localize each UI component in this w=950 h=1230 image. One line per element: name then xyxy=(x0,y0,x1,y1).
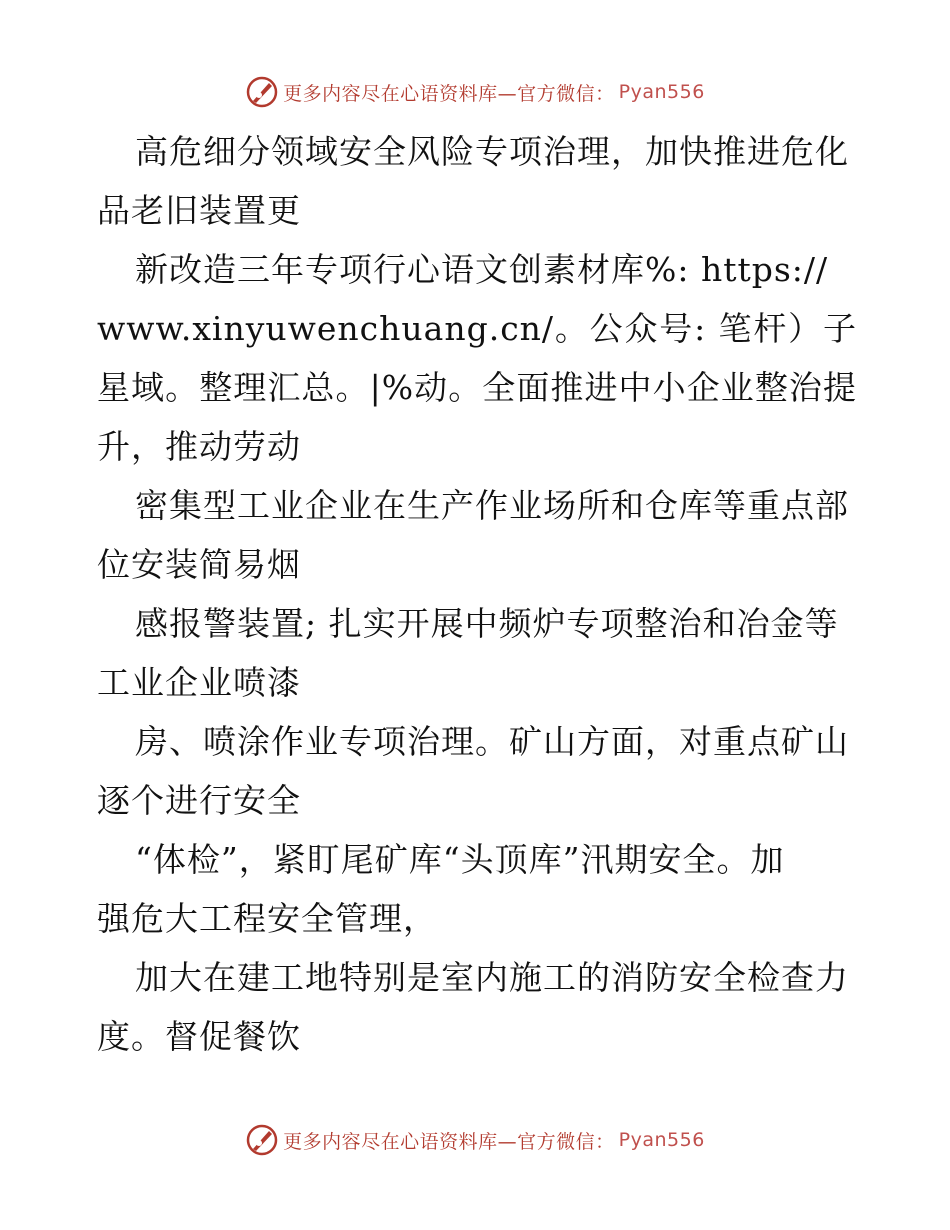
paragraph-rest: 位安装简易烟 xyxy=(97,545,301,584)
paragraph-rest: 度。督促餐饮 xyxy=(97,1017,301,1056)
header-wechat-id: Pyan556 xyxy=(618,81,705,103)
paragraph-rest: www.xinyuwenchuang.cn/。公众号: 笔杆）子星域。整理汇总。|%动。全面推进中小企业整治提升，推动劳动 xyxy=(97,309,857,466)
footer-wechat-id: Pyan556 xyxy=(618,1129,705,1151)
paragraph-first-line: 密集型工业企业在生产作业场所和仓库等重点部 xyxy=(135,486,849,525)
paragraph xyxy=(97,476,857,594)
paragraph-first-line: 新改造三年专项行心语文创素材库%: https:// xyxy=(135,250,829,289)
quill-pen-logo-icon xyxy=(245,75,279,109)
paragraph-first-line: 高危细分领域安全风险专项治理，加快推进危化 xyxy=(135,132,849,171)
header-banner-text: 更多内容尽在心语资料库—官方微信： xyxy=(283,82,615,105)
document-body xyxy=(97,122,857,1066)
paragraph-first-line: 加大在建工地特别是室内施工的消防安全检查力 xyxy=(135,958,849,997)
paragraph-first-line: 房、喷涂作业专项治理。矿山方面，对重点矿山 xyxy=(135,722,849,761)
paragraph xyxy=(97,240,857,476)
paragraph-rest: 品老旧装置更 xyxy=(97,191,301,230)
paragraph xyxy=(97,948,857,1066)
paragraph xyxy=(97,122,857,240)
paragraph xyxy=(97,712,857,830)
paragraph-rest: 工业企业喷漆 xyxy=(97,663,301,702)
paragraph-rest: 逐个进行安全 xyxy=(97,781,301,820)
footer-banner xyxy=(0,1120,950,1160)
paragraph-rest: 强危大工程安全管理， xyxy=(97,899,437,938)
paragraph xyxy=(97,830,857,948)
paragraph-first-line: 感报警装置; 扎实开展中频炉专项整治和冶金等 xyxy=(135,604,839,643)
footer-banner-text: 更多内容尽在心语资料库—官方微信： xyxy=(283,1130,615,1153)
quill-pen-logo-icon xyxy=(245,1123,279,1157)
paragraph-first-line: “体检”，紧盯尾矿库“头顶库”汛期安全。加 xyxy=(135,840,785,879)
header-banner xyxy=(0,72,950,112)
paragraph xyxy=(97,594,857,712)
